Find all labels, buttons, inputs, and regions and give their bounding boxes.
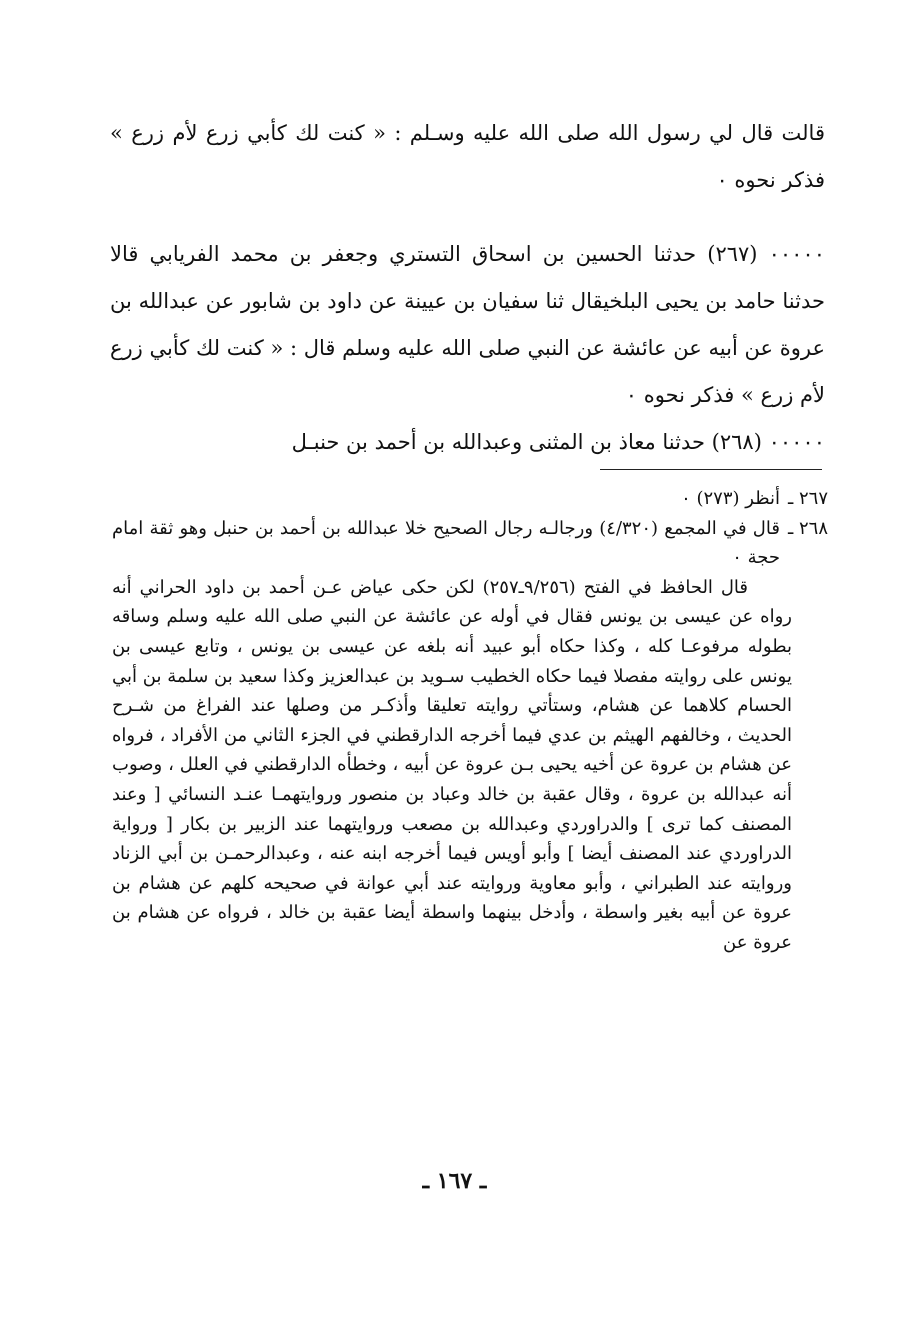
footnote-separator [600, 469, 822, 470]
footnote-267 [112, 484, 828, 514]
footnote-268 [112, 514, 828, 573]
footnote-number: ٢٦٨ ـ [787, 517, 828, 539]
footnote-text: أنظر (٢٧٣) ٠ [681, 488, 780, 509]
footnote-268-continuation: قال الحافظ في الفتح (٩/٢٥٦ـ٢٥٧) لكن حكى عياض عـن أحمد بن داود الحراني أنه رواه عن عيسى بن يونس فقال في أوله عن عائشة عن النبي صلى الله عليه وسلم وساقه بطوله مرفوعـا كله ، وكذا حكاه أبو عبيد أنه بلغه عن عيسى بن يونس ، وتابع عيسى بن يونس على روايته مفصلا فيما حكاه الخطيب سـويد بن عبدالعزيز وكذا سعيد بن سلمة بن أبي الحسام كلاهما عن هشام، وستأتي روايته تعليقا وأذكـر من وصلها عند الفراغ من شـرح الحديث ، وخالفهم الهيثم بن عدي فيما أخرجه الدارقطني في الجزء الثاني من الأفراد ، فرواه عن هشام بن عروة عن أخيه يحيى بـن عروة عن أبيه ، وخطأه الدارقطني في العلل ، وصوب أنه عبدالله بن عروة ، وقال عقبة بن خالد وعباد بن منصور وروايتهمـا عنـد النسائي [ وعند المصنف كما ترى ] والدراوردي وعبدالله بن مصعب وروايتهما عند الزبير بن بكار [ ورواية الدراوردي عند المصنف أيضا ] وأبو أويس فيما أخرجه ابنه عنه ، وعبدالرحمـن بن أبي الزناد وروايته عند الطبراني ، وأبو معاوية وروايته عند أبي عوانة في صحيحه كلهم عن هشام بن عروة عن أبيه بغير واسطة ، وأدخل بينهما واسطة أيضا عقبة بن خالد ، فرواه عن هشام بن عروة عن [112, 576, 792, 953]
main-text [110, 110, 825, 466]
hadith-268-paragraph: ٠٠٠٠٠ (٢٦٨) حدثنا معاذ بن المثنى وعبدالله بن أحمد بن حنبـل [291, 430, 825, 454]
paragraph-gap [110, 204, 825, 231]
page-number: ـ ١٦٧ ـ [422, 1168, 487, 1194]
footnote-text: قال في المجمع (٤/٣٢٠) ورجالـه رجال الصحيح خلا عبدالله بن أحمد بن حنبل وهو ثقة امام حجة ٠ [112, 517, 780, 569]
hadith-continuation-paragraph: قالت قال لي رسول الله صلى الله عليه وسـلم : « كنت لك كأبي زرع لأم زرع » فذكر نحوه ٠ [110, 121, 825, 192]
footnotes [112, 484, 828, 958]
hadith-267-paragraph: ٠٠٠٠٠ (٢٦٧) حدثنا الحسين بن اسحاق التستري وجعفر بن محمد الفريابي قالا حدثنا حامد بن يحيى البلخيقال ثنا سفيان بن عيينة عن داود بن شابور عن عبدالله بن عروة عن أبيه عن عائشة عن النبي صلى الله عليه وسلم قال : « كنت لك كأبي زرع لأم زرع » فذكر نحوه ٠ [110, 242, 825, 407]
footnote-number: ٢٦٧ ـ [787, 488, 828, 509]
